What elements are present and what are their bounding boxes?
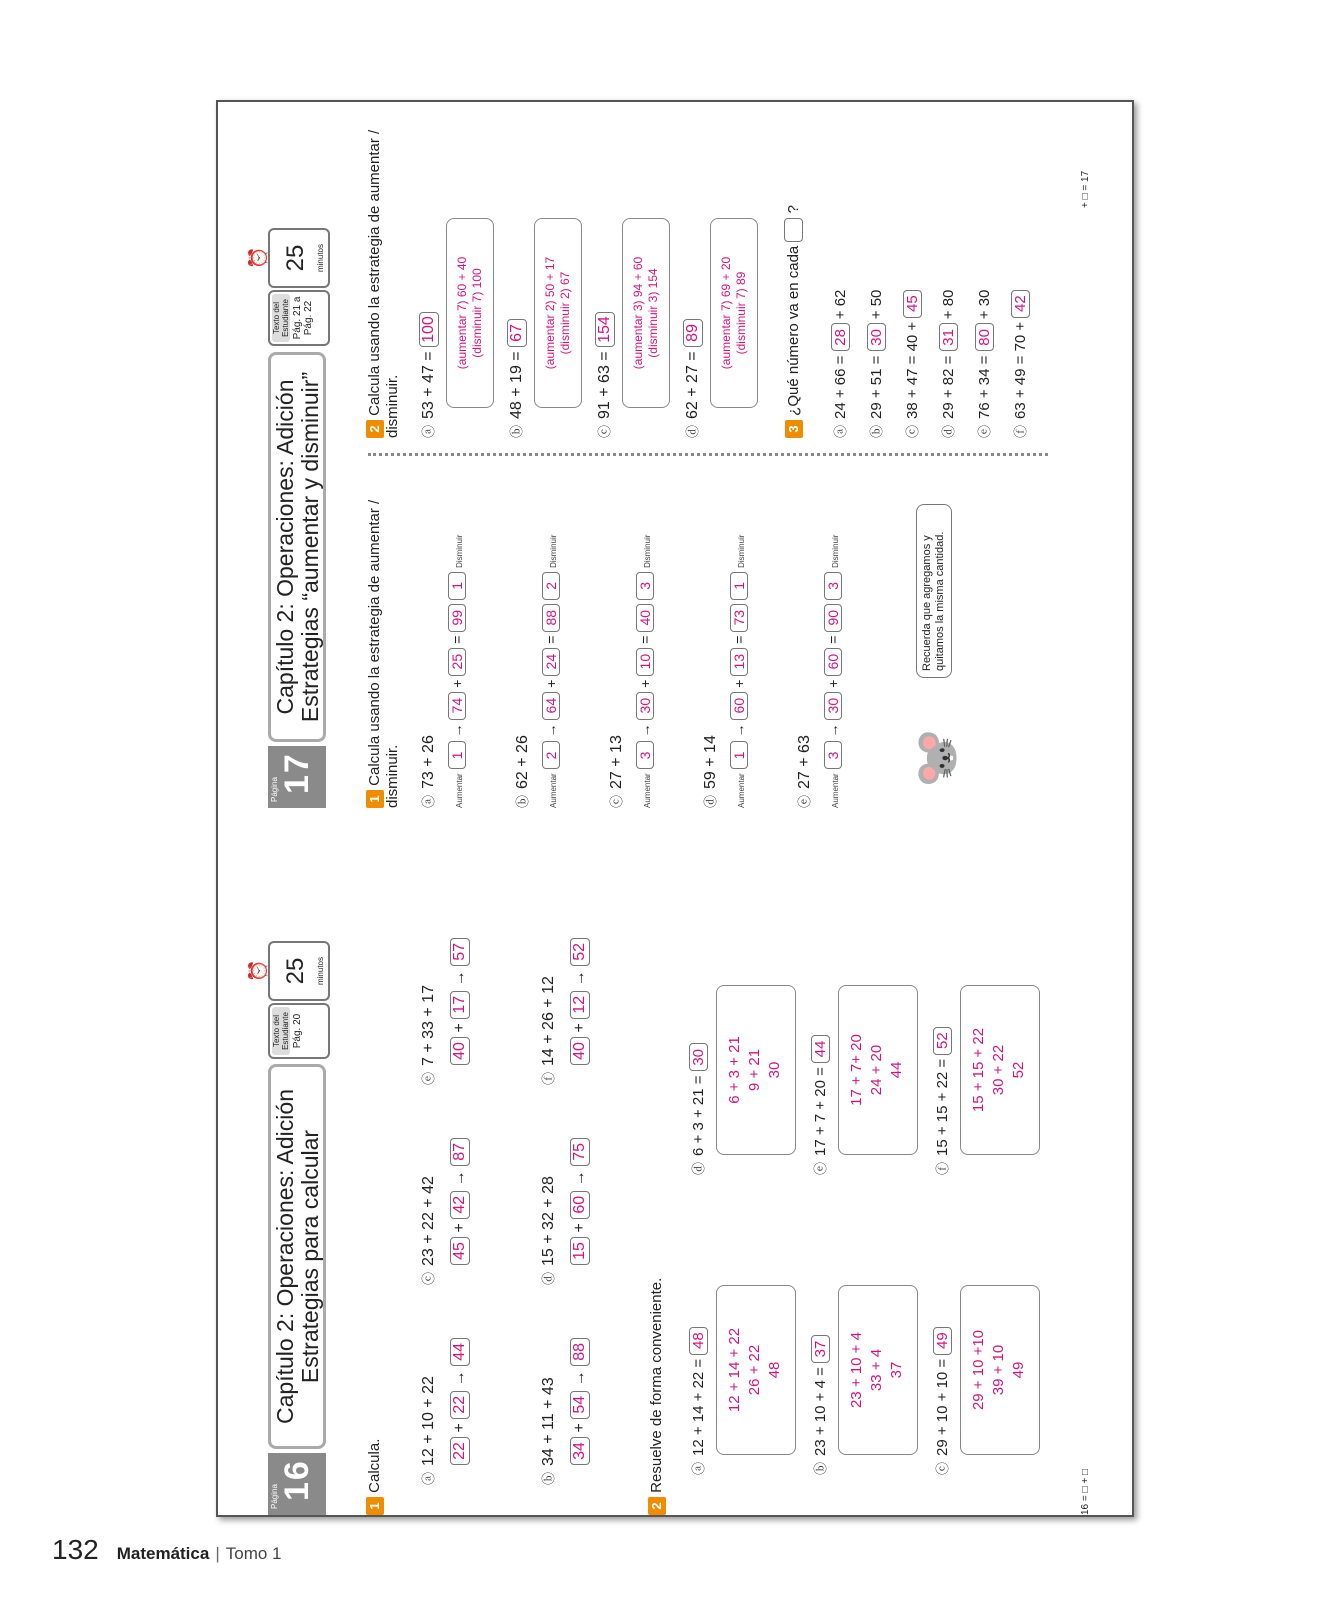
make-ten-item [538, 1377, 558, 1485]
item-expression: 27 + 63 [796, 735, 813, 789]
item-label: ⓑ [541, 1471, 556, 1485]
increase-box: 2 [542, 741, 560, 769]
equals-sign: = [449, 631, 465, 648]
make-ten-tree: 34 + 54 → 88 [570, 1338, 590, 1465]
addend-a-box: 30 [636, 692, 654, 720]
right-addend-box: 22 [450, 1391, 470, 1419]
result-box: 89 [683, 319, 703, 347]
result-box: 88 [570, 1338, 590, 1366]
item-expression: 76 + 34 = [976, 355, 993, 419]
decompose-item [794, 735, 814, 808]
strategy-row: Aumentar 3 → 30 + 10 = 40 3 Disminuir [637, 534, 653, 808]
decompose-item [418, 735, 438, 808]
section-1 [366, 1439, 384, 1515]
item-label: ⓑ [509, 424, 524, 438]
item-label: ⓓ [541, 1271, 556, 1285]
title-line-1: Capítulo 2: Operaciones: Adición [272, 379, 298, 715]
result-box: 37 [811, 1335, 830, 1363]
work-line: 29 + 10 +10 [970, 1329, 987, 1411]
item-expression: 15 + 32 + 28 [540, 1176, 557, 1266]
plus-sign: + [637, 675, 653, 692]
result-box: 90 [824, 604, 842, 632]
right-addend-box: 54 [570, 1391, 590, 1419]
student-text-ref [268, 290, 330, 346]
result-box: 30 [689, 1043, 708, 1071]
increase-box: 3 [636, 741, 654, 769]
plus-sign: + [543, 675, 559, 692]
make-ten-item [418, 985, 438, 1085]
item-label: ⓒ [905, 424, 920, 438]
increase-box: 1 [448, 741, 466, 769]
page-label: Página [270, 777, 279, 802]
student-text-pages: Pág. 21 a Pág. 22 [292, 296, 314, 340]
student-text-ref [268, 1003, 330, 1059]
result-box: 99 [448, 604, 466, 632]
make-ten-tree: 15 + 60 → 75 [570, 1138, 590, 1265]
section-instruction: ¿Qué número va en cada [785, 245, 802, 416]
page-number: 17 [278, 752, 316, 794]
minutes-value: 25 [282, 244, 309, 272]
plus-sign: + [449, 675, 465, 692]
minutes-value: 25 [282, 957, 309, 985]
work-line: (disminuir 7) 89 [734, 271, 748, 355]
item-label: ⓑ [813, 1461, 828, 1475]
item-label: ⓔ [977, 424, 992, 438]
make-ten-item [538, 976, 558, 1085]
chapter-title [268, 1064, 326, 1449]
work-line: 24 + 20 [868, 1044, 885, 1096]
section-instruction: Resuelve de forma conveniente. [648, 1277, 665, 1493]
result-box: 48 [689, 1327, 708, 1355]
item-expression: 62 + 26 [514, 735, 531, 789]
work-box [960, 985, 1040, 1155]
convenient-sum-item [932, 1327, 952, 1475]
increase-box: 1 [730, 741, 748, 769]
item-label: ⓒ [935, 1461, 950, 1475]
convenient-sum-item [688, 1043, 708, 1175]
strategy-row: Aumentar 2 → 64 + 24 = 88 2 Disminuir [543, 534, 559, 808]
answer-box: 45 [903, 290, 922, 318]
work-line: 39 + 10 [990, 1344, 1007, 1396]
chapter-title [268, 352, 326, 742]
plus-sign: + [731, 675, 747, 692]
work-line: (aumentar 7) 60 + 40 [455, 256, 469, 370]
work-line: 9 + 21 [746, 1048, 763, 1092]
strategy-row: Aumentar 1 → 60 + 13 = 73 1 Disminuir [731, 534, 747, 808]
make-ten-tree: 45 + 42 → 87 [450, 1138, 470, 1265]
work-box [716, 985, 796, 1155]
item-label: ⓓ [685, 424, 700, 438]
item-label: ⓔ [813, 1161, 828, 1175]
addend-b-box: 13 [730, 648, 748, 676]
work-box [716, 1285, 796, 1455]
section-number: 2 [366, 420, 384, 438]
result-box: 57 [450, 938, 470, 966]
book-icon: Texto del Estudiante [272, 1007, 290, 1055]
disminuir-label: Disminuir [831, 534, 840, 568]
title-line-2: Estrategias para calcular [297, 1129, 323, 1384]
item-label: ⓑ [515, 794, 530, 808]
item-label: ⓕ [1013, 424, 1028, 438]
work-box [838, 985, 918, 1155]
work-line: 15 + 15 + 22 [970, 1027, 987, 1113]
convenient-sum-item [932, 1027, 952, 1175]
disminuir-label: Disminuir [455, 534, 464, 568]
item-expression-tail: + 50 [868, 289, 885, 320]
make-ten-item [538, 1176, 558, 1285]
item-label: ⓐ [833, 424, 848, 438]
addend-b-box: 10 [636, 648, 654, 676]
item-label: ⓑ [869, 424, 884, 438]
aumentar-label: Aumentar [831, 773, 840, 808]
item-expression: 24 + 66 = [832, 355, 849, 419]
disminuir-label: Disminuir [643, 534, 652, 568]
time-box [248, 941, 330, 1001]
plus-sign: + [825, 675, 841, 692]
aumentar-label: Aumentar [455, 773, 464, 808]
decompose-item [606, 735, 626, 808]
section-number: 1 [366, 1497, 384, 1515]
work-line: (disminuir 2) 67 [558, 271, 572, 355]
book-page-number: 132 [52, 1534, 99, 1565]
fill-blank-item [902, 290, 922, 438]
work-box [446, 218, 494, 408]
item-label: ⓔ [797, 794, 812, 808]
item-expression: 29 + 82 = [940, 355, 957, 419]
right-addend-box: 12 [570, 991, 590, 1019]
make-ten-item [418, 1376, 438, 1485]
item-label: ⓐ [421, 1471, 436, 1485]
left-sum-box: 40 [570, 1037, 590, 1065]
section-3: 3 ¿Qué número va en cada ? [784, 108, 803, 438]
item-label: ⓐ [421, 424, 436, 438]
item-label: ⓐ [421, 794, 436, 808]
title-line-2: Estrategias “aumentar y disminuir” [297, 371, 323, 723]
right-addend-box: 42 [450, 1191, 470, 1219]
work-line: 30 [766, 1061, 783, 1079]
strategy-item [594, 312, 615, 438]
work-line: (aumentar 3) 94 + 60 [631, 256, 645, 370]
book-subject: Matemática [116, 1544, 210, 1563]
work-line: 44 [888, 1061, 905, 1079]
item-expression: 29 + 51 = [868, 355, 885, 419]
right-addend-box: 60 [570, 1191, 590, 1219]
item-expression: 17 + 7 + 20 = [812, 1067, 829, 1156]
page-footer-hint: + □ = 17 [1080, 170, 1091, 208]
result-box: 88 [542, 604, 560, 632]
item-expression: 62 + 27 = [684, 351, 701, 419]
section-number: 3 [785, 420, 803, 438]
left-sum-box: 34 [570, 1437, 590, 1465]
page-16 [218, 809, 1132, 1515]
strategy-item [418, 312, 439, 438]
page-footer-hint: 16 = □ + □ [1080, 1469, 1091, 1515]
item-expression: 12 + 10 + 22 [420, 1376, 437, 1466]
page-number-box [268, 1453, 326, 1515]
answer-box: 31 [939, 323, 958, 351]
addend-b-box: 60 [824, 648, 842, 676]
work-line: 48 [766, 1361, 783, 1379]
item-label: ⓒ [609, 794, 624, 808]
minutes-label: minutos [316, 957, 325, 986]
addend-b-box: 24 [542, 648, 560, 676]
book-volume: Tomo 1 [225, 1544, 282, 1563]
make-ten-tree: 22 + 22 → 44 [450, 1338, 470, 1465]
make-ten-tree: 40 + 17 → 57 [450, 938, 470, 1065]
answer-box: 28 [831, 323, 850, 351]
disminuir-label: Disminuir [737, 534, 746, 568]
work-line: (disminuir 7) 100 [470, 268, 484, 358]
decrease-box: 3 [824, 572, 842, 600]
section-number: 1 [366, 790, 384, 808]
result-box: 100 [419, 312, 439, 347]
book-spread [216, 100, 1134, 1517]
strategy-row: Aumentar 3 → 30 + 60 = 90 3 Disminuir [825, 534, 841, 808]
fill-blank-item [974, 290, 994, 438]
answer-box: 80 [975, 323, 994, 351]
addend-a-box: 74 [448, 692, 466, 720]
item-label: ⓓ [691, 1161, 706, 1175]
item-expression: 14 + 26 + 12 [540, 976, 557, 1066]
result-box: 73 [730, 604, 748, 632]
item-expression: 91 + 63 = [596, 351, 613, 419]
left-sum-box: 22 [450, 1437, 470, 1465]
work-line: 17 + 7+ 20 [848, 1034, 865, 1106]
item-expression: 48 + 19 = [508, 351, 525, 419]
result-box: 87 [450, 1138, 470, 1166]
mascot-icon: 🐭 [911, 728, 964, 788]
right-addend-box: 17 [450, 991, 470, 1019]
divider-dots [368, 453, 1048, 456]
item-expression: 29 + 10 + 10 = [934, 1358, 951, 1456]
section-2 [366, 108, 401, 438]
blank-box [784, 218, 803, 242]
work-line: 6 + 3 + 21 [726, 1036, 743, 1104]
section-number: 2 [648, 1497, 666, 1515]
decompose-item [512, 735, 532, 808]
hint-bubble: Recuerda que agregamos y quitamos la misma cantidad. [916, 504, 952, 678]
item-expression: 34 + 11 + 43 [540, 1377, 557, 1466]
decrease-box: 3 [636, 572, 654, 600]
result-box: 49 [933, 1327, 952, 1355]
item-expression: 7 + 33 + 17 [420, 985, 437, 1066]
work-line: 23 + 10 + 4 [848, 1332, 865, 1408]
title-line-1: Capítulo 2: Operaciones: Adición [272, 1089, 298, 1424]
make-ten-item [418, 1176, 438, 1285]
item-expression: 6 + 3 + 21 = [690, 1075, 707, 1156]
book-icon: Texto del Estudiante [272, 294, 290, 342]
work-line: 12 + 14 + 22 [726, 1327, 743, 1413]
work-line: 26 + 22 [746, 1344, 763, 1396]
item-expression: 27 + 13 [608, 735, 625, 789]
disminuir-label: Disminuir [549, 534, 558, 568]
item-expression: 63 + 49 = 70 + [1012, 321, 1029, 419]
decrease-box: 1 [730, 572, 748, 600]
item-expression: 12 + 14 + 22 = [690, 1358, 707, 1456]
item-expression: 73 + 26 [420, 735, 437, 789]
result-box: 44 [811, 1035, 830, 1063]
equals-sign: = [731, 631, 747, 648]
strategy-item [682, 319, 703, 438]
decrease-box: 2 [542, 572, 560, 600]
page-17 [218, 102, 1132, 808]
clock-icon: ⏰ [248, 246, 268, 270]
convenient-sum-item [810, 1035, 830, 1175]
item-label: ⓓ [941, 424, 956, 438]
section-1 [366, 478, 401, 808]
result-box: 52 [933, 1027, 952, 1055]
strategy-row: Aumentar 1 → 74 + 25 = 99 1 Disminuir [449, 534, 465, 808]
make-ten-tree: 40 + 12 → 52 [570, 938, 590, 1065]
left-sum-box: 40 [450, 1037, 470, 1065]
footer-separator: | [215, 1544, 220, 1563]
item-label: ⓒ [597, 424, 612, 438]
work-box [838, 1285, 918, 1455]
aumentar-label: Aumentar [549, 773, 558, 808]
page-label: Página [270, 1484, 279, 1509]
page-number-box [268, 746, 326, 808]
section-instruction: Calcula usando la estrategia de aumentar / disminuir. [366, 129, 402, 438]
item-expression: 23 + 10 + 4 = [812, 1367, 829, 1456]
item-expression-tail: + 80 [940, 289, 957, 320]
work-line: (aumentar 2) 50 + 17 [543, 256, 557, 370]
item-expression: 53 + 47 = [420, 351, 437, 419]
equals-sign: = [825, 631, 841, 648]
student-text-pages: Pág. 20 [292, 1013, 303, 1049]
left-sum-box: 45 [450, 1237, 470, 1265]
convenient-sum-item [810, 1335, 830, 1475]
addend-a-box: 30 [824, 692, 842, 720]
addend-a-box: 64 [542, 692, 560, 720]
work-box [710, 218, 758, 408]
fill-blank-item [938, 290, 958, 438]
item-expression: 59 + 14 [702, 735, 719, 789]
work-box [534, 218, 582, 408]
result-box: 52 [570, 938, 590, 966]
work-line: 30 + 22 [990, 1044, 1007, 1096]
item-label: ⓐ [691, 1461, 706, 1475]
result-box: 67 [507, 319, 527, 347]
clock-icon: ⏰ [248, 959, 268, 983]
item-label: ⓔ [421, 1071, 436, 1085]
work-line: 33 + 4 [868, 1348, 885, 1392]
fill-blank-item [830, 290, 850, 438]
decompose-item [700, 735, 720, 808]
work-box [960, 1285, 1040, 1455]
book-footer [52, 1534, 282, 1566]
item-expression-tail: + 30 [976, 289, 993, 320]
increase-box: 3 [824, 741, 842, 769]
aumentar-label: Aumentar [737, 773, 746, 808]
result-box: 75 [570, 1138, 590, 1166]
section-instruction: Calcula. [366, 1438, 383, 1493]
equals-sign: = [543, 631, 559, 648]
work-line: 49 [1010, 1361, 1027, 1379]
convenient-sum-item [688, 1327, 708, 1475]
aumentar-label: Aumentar [643, 773, 652, 808]
item-expression: 15 + 15 + 22 = [934, 1058, 951, 1156]
work-line: 37 [888, 1361, 905, 1379]
fill-blank-item [1010, 290, 1030, 438]
item-expression-tail: + 62 [832, 289, 849, 320]
result-box: 154 [595, 312, 615, 347]
time-box [248, 228, 330, 288]
work-box [622, 218, 670, 408]
left-sum-box: 15 [570, 1237, 590, 1265]
section-instruction: Calcula usando la estrategia de aumentar / disminuir. [366, 499, 402, 808]
strategy-item [506, 319, 527, 438]
item-label: ⓓ [703, 794, 718, 808]
item-expression: 23 + 22 + 42 [420, 1176, 437, 1266]
item-label: ⓕ [935, 1161, 950, 1175]
result-box: 40 [636, 604, 654, 632]
addend-b-box: 25 [448, 648, 466, 676]
answer-box: 30 [867, 323, 886, 351]
decrease-box: 1 [448, 572, 466, 600]
work-line: (disminuir 3) 154 [646, 268, 660, 358]
page-number: 16 [278, 1459, 316, 1501]
item-expression: 38 + 47 = 40 + [904, 321, 921, 419]
answer-box: 42 [1011, 290, 1030, 318]
item-label: ⓒ [421, 1271, 436, 1285]
equals-sign: = [637, 631, 653, 648]
item-label: ⓕ [541, 1071, 556, 1085]
result-box: 44 [450, 1338, 470, 1366]
fill-blank-item [866, 290, 886, 438]
work-line: (aumentar 7) 69 + 20 [719, 256, 733, 370]
work-line: 52 [1010, 1061, 1027, 1079]
section-2 [648, 1278, 666, 1515]
minutes-label: minutos [316, 244, 325, 273]
addend-a-box: 60 [730, 692, 748, 720]
